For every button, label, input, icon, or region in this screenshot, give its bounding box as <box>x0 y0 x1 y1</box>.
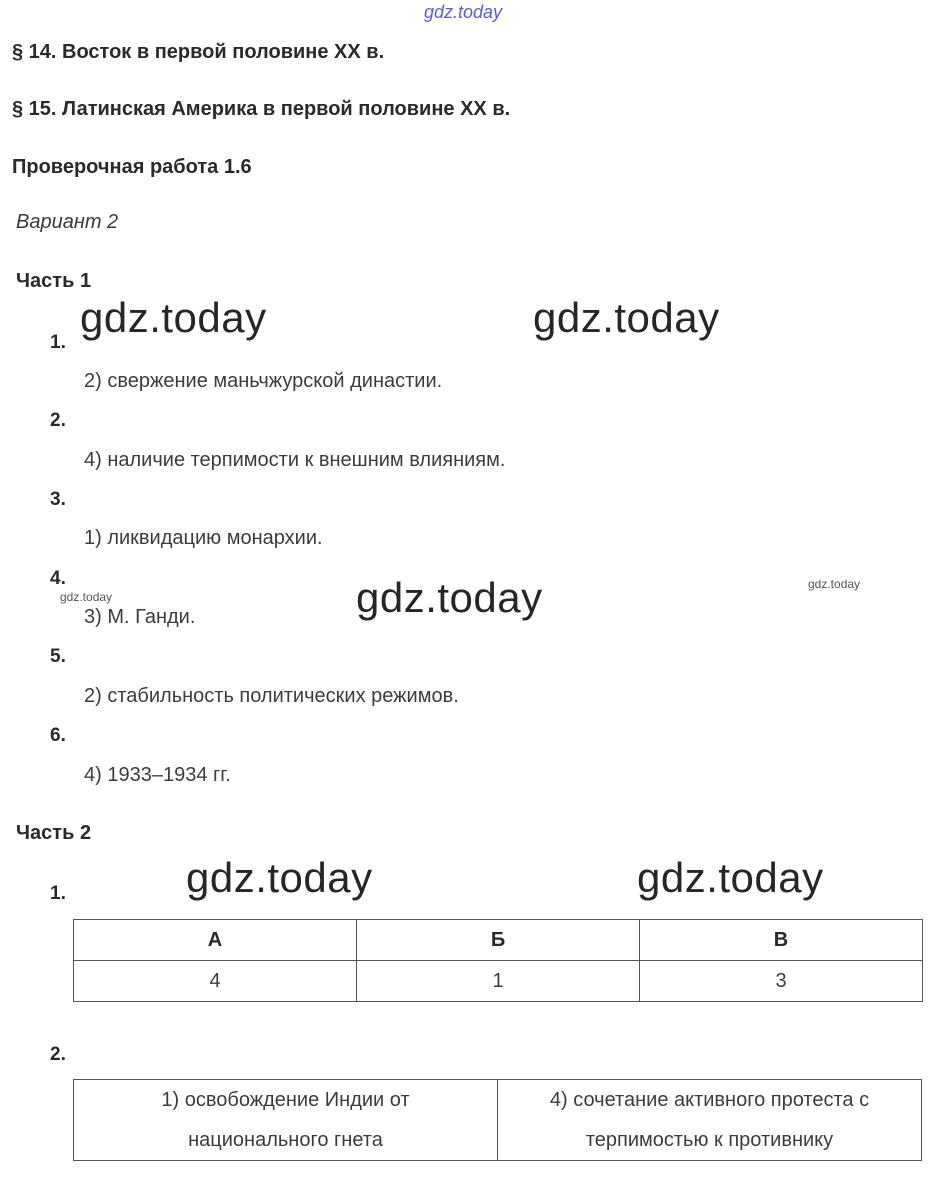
question-number: 6. <box>50 725 66 746</box>
answer-table-2 <box>73 1079 922 1161</box>
cell-line: национального гнета <box>188 1129 383 1151</box>
watermark: gdz.today <box>186 854 373 901</box>
question-number: 3. <box>50 489 66 510</box>
table-header-cell: Б <box>357 920 640 961</box>
answer-text: 2) свержение маньчжурской династии. <box>84 370 443 392</box>
watermark: gdz.today <box>808 577 861 591</box>
watermark: gdz.today <box>356 574 543 621</box>
watermark: gdz.today <box>80 294 267 341</box>
table-header-cell: А <box>74 920 357 961</box>
answer-text: 3) М. Ганди. <box>84 606 196 628</box>
question-number: 2. <box>50 1044 66 1065</box>
section-15-heading: § 15. Латинская Америка в первой половине XX в. <box>12 98 511 120</box>
table-cell <box>74 1080 498 1161</box>
section-14-heading: § 14. Восток в первой половине XX в. <box>12 41 385 63</box>
cell-line: 1) освобождение Индии от <box>161 1089 410 1111</box>
answer-text: 2) стабильность политических режимов. <box>84 685 459 707</box>
question-number: 2. <box>50 410 66 431</box>
table-cell: 4 <box>74 961 357 1002</box>
table-header-cell: В <box>640 920 923 961</box>
watermark: gdz.today <box>637 854 824 901</box>
question-number: 1. <box>50 332 66 353</box>
answer-text: 4) 1933–1934 гг. <box>84 764 231 786</box>
table-cell: 3 <box>640 961 923 1002</box>
watermark: gdz.today <box>533 294 720 341</box>
cell-line: 4) сочетание активного протеста с <box>549 1089 870 1111</box>
table-cell: 1 <box>357 961 640 1002</box>
part2-heading: Часть 2 <box>16 822 92 844</box>
question-number: 5. <box>50 646 66 667</box>
question-number: 1. <box>50 883 66 904</box>
table-cell <box>498 1080 922 1161</box>
watermark: gdz.today <box>60 590 113 604</box>
part1-heading: Часть 1 <box>16 270 92 292</box>
answer-text: 4) наличие терпимости к внешним влияниям. <box>84 449 506 471</box>
answer-table-1 <box>73 919 923 1002</box>
variant-label: Вариант 2 <box>16 211 119 233</box>
test-heading: Проверочная работа 1.6 <box>12 156 252 178</box>
answer-text: 1) ликвидацию монархии. <box>84 527 323 549</box>
watermark-top: gdz.today <box>424 2 503 22</box>
cell-line: терпимостью к противнику <box>585 1129 834 1151</box>
question-number: 4. <box>50 568 66 589</box>
